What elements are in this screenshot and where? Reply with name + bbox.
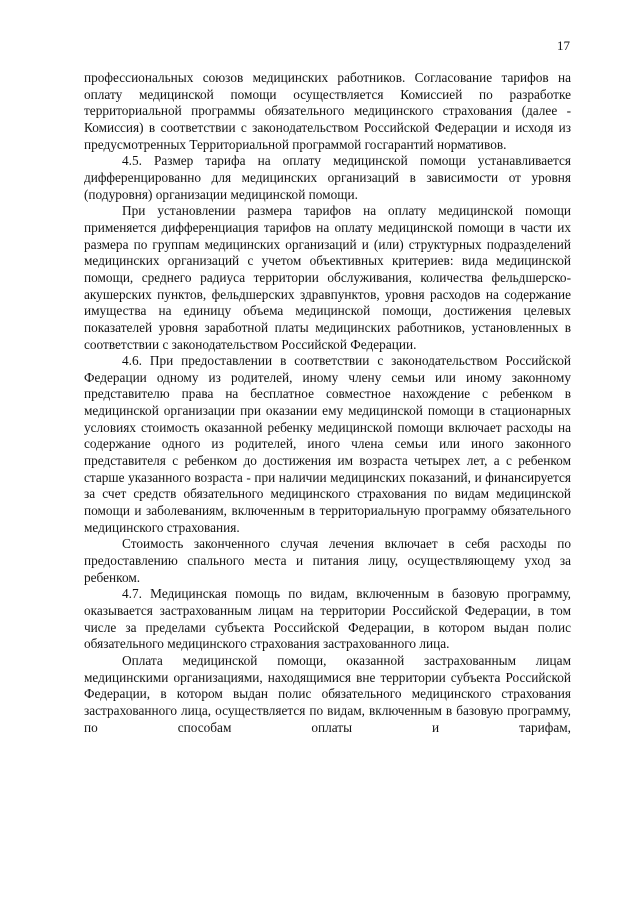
paragraph-continuation: профессиональных союзов медицинских работников. Согласование тарифов на оплату медицинской помощи осуществляется Комиссией по разработке территориальной программы обязательного медицинского страхования (далее - Комиссия) в соответствии с законодательством Российской Федерации и исходя из предусмотренных Территориальной программой госгарантий нормативов. <box>84 70 571 152</box>
document-body <box>84 70 571 736</box>
paragraph-payment-outside-region: Оплата медицинской помощи, оказанной застрахованным лицам медицинскими организациями, находящимися вне территории субъекта Российской Федерации, в котором выдан полис обязательного медицинского страхования застрахованного лица, осуществляется по видам, включенным в базовую программу, по способам оплаты и тарифам, <box>84 652 571 735</box>
paragraph-4-5: 4.5. Размер тарифа на оплату медицинской помощи устанавливается дифференцированно для медицинских организаций в зависимости от уровня (подуровня) организации медицинской помощи. <box>84 153 571 202</box>
paragraph-case-cost: Стоимость законченного случая лечения включает в себя расходы по предоставлению спального места и питания лицу, осуществляющему уход за ребенком. <box>84 536 571 585</box>
page-number: 17 <box>557 38 570 53</box>
paragraph-4-7: 4.7. Медицинская помощь по видам, включенным в базовую программу, оказывается застрахованным лицам на территории Российской Федерации, в том числе за пределами субъекта Российской Федерации, в котором выдан полис обязательного медицинского страхования застрахованного лица. <box>84 586 571 652</box>
paragraph-4-6: 4.6. При предоставлении в соответствии с законодательством Российской Федерации одному из родителей, иному члену семьи или иному законному представителю права на бесплатное совместное нахождение с ребенком в медицинской организации при оказании ему медицинской помощи в стационарных условиях стоимость оказанной ребенку медицинской помощи включает расходы на содержание одного из родителей, иного члена семьи или иного законного представителя с ребенком до достижения им возраста четырех лет, а с ребенком старше указанного возраста - при наличии медицинских показаний, и финансируется за счет средств обязательного медицинского страхования по видам медицинской помощи и заболеваниям, включенным в территориальную программу обязательного медицинского страхования. <box>84 353 571 535</box>
paragraph-tariff-differentiation: При установлении размера тарифов на оплату медицинской помощи применяется дифференциация тарифов на оплату медицинской помощи в части их размера по группам медицинских организаций и (или) структурных подразделений медицинских организаций с учетом объективных критериев: вида медицинской помощи, среднего радиуса территории обслуживания, количества фельдшерско-акушерских пунктов, фельдшерских здравпунктов, уровня расходов на содержание имущества на единицу объема медицинской помощи, достижения целевых показателей уровня заработной платы медицинских работников, установленных в соответствии с законодательством Российской Федерации. <box>84 203 571 352</box>
